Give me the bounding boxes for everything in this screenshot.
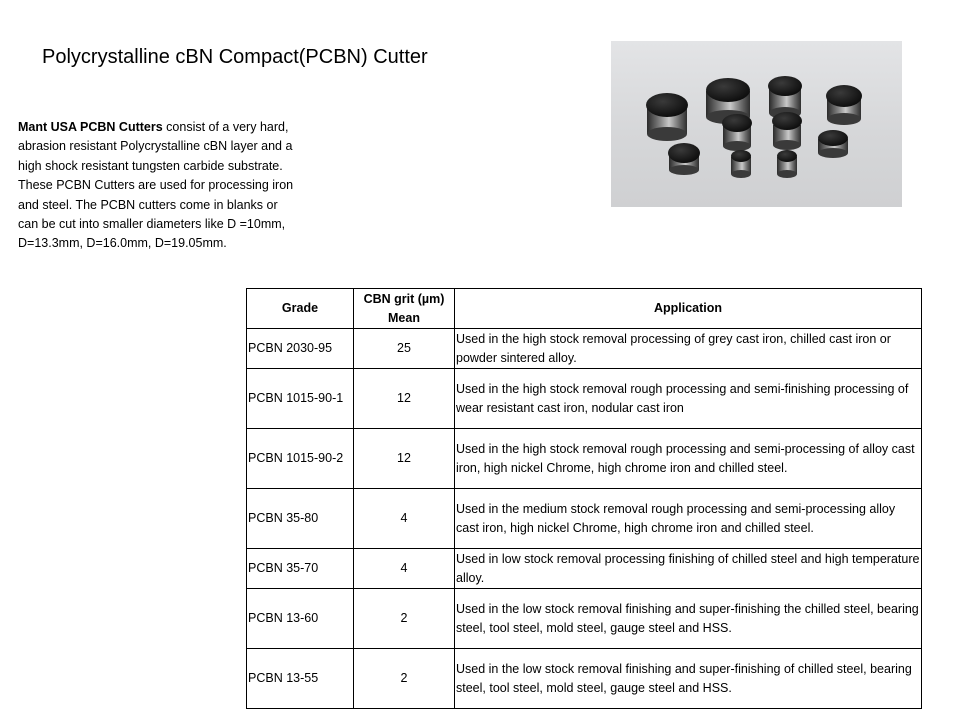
cell-application: Used in the high stock removal rough processing and semi-processing of alloy cast iron, high nickel Chrome, high chrome iron and chilled steel. [455, 429, 922, 489]
cell-grade: PCBN 1015-90-2 [247, 429, 354, 489]
cell-application: Used in the high stock removal rough processing and semi-finishing processing of wear resistant cast iron, nodular cast iron [455, 369, 922, 429]
table-row [247, 329, 922, 369]
cell-grit: 4 [354, 489, 455, 549]
cell-grade: PCBN 35-70 [247, 549, 354, 589]
cutter-7 [818, 130, 848, 158]
header-application: Application [455, 289, 922, 329]
cutter-9 [731, 150, 751, 178]
header-cbn-grit [354, 289, 455, 329]
cell-grit: 25 [354, 329, 455, 369]
table-row [247, 589, 922, 649]
cutter-1 [646, 93, 688, 141]
table-header-row [247, 289, 922, 329]
cell-application: Used in the medium stock removal rough processing and semi-processing alloy cast iron, high nickel Chrome, high chrome iron and chilled steel. [455, 489, 922, 549]
cell-grade: PCBN 13-60 [247, 589, 354, 649]
table-row [247, 429, 922, 489]
table-row [247, 369, 922, 429]
cutter-6 [772, 112, 802, 150]
table-row [247, 649, 922, 709]
header-grade: Grade [247, 289, 354, 329]
cell-grade: PCBN 1015-90-1 [247, 369, 354, 429]
table-row [247, 489, 922, 549]
cutter-4 [826, 85, 862, 125]
cell-grade: PCBN 2030-95 [247, 329, 354, 369]
grade-table [246, 288, 922, 709]
intro-paragraph [18, 118, 300, 254]
cell-grit: 2 [354, 649, 455, 709]
intro-text: consist of a very hard, abrasion resistant Polycrystalline cBN layer and a high shock resistant tungsten carbide substrate. These PCBN Cutters are used for processing iron and steel. The PCBN cutters come in blanks or can be cut into smaller diameters like D =10mm, D=13.3mm, D=16.0mm, D=19.05mm. [18, 120, 294, 251]
table-row [247, 549, 922, 589]
cell-application: Used in low stock removal processing finishing of chilled steel and high temperature alloy. [455, 549, 922, 589]
cell-grade: PCBN 13-55 [247, 649, 354, 709]
product-photo [611, 41, 902, 207]
cell-application: Used in the low stock removal finishing and super-finishing of chilled steel, bearing steel, tool steel, mold steel, gauge steel and HSS. [455, 649, 922, 709]
cell-grit: 2 [354, 589, 455, 649]
cell-grit: 12 [354, 429, 455, 489]
cell-grade: PCBN 35-80 [247, 489, 354, 549]
cutter-5 [722, 114, 752, 151]
cutter-8 [668, 143, 700, 175]
header-cbn-grit-line1: CBN grit (µm) [363, 291, 445, 306]
header-cbn-grit-line2: Mean [388, 310, 420, 325]
cutter-10 [777, 150, 797, 178]
intro-brand: Mant USA PCBN Cutters [18, 120, 163, 134]
cell-application: Used in the high stock removal processing of grey cast iron, chilled cast iron or powder sintered alloy. [455, 329, 922, 369]
cell-grit: 4 [354, 549, 455, 589]
cell-grit: 12 [354, 369, 455, 429]
page-title: Polycrystalline cBN Compact(PCBN) Cutter [42, 46, 428, 68]
cell-application: Used in the low stock removal finishing and super-finishing the chilled steel, bearing steel, tool steel, mold steel, gauge steel and HSS. [455, 589, 922, 649]
